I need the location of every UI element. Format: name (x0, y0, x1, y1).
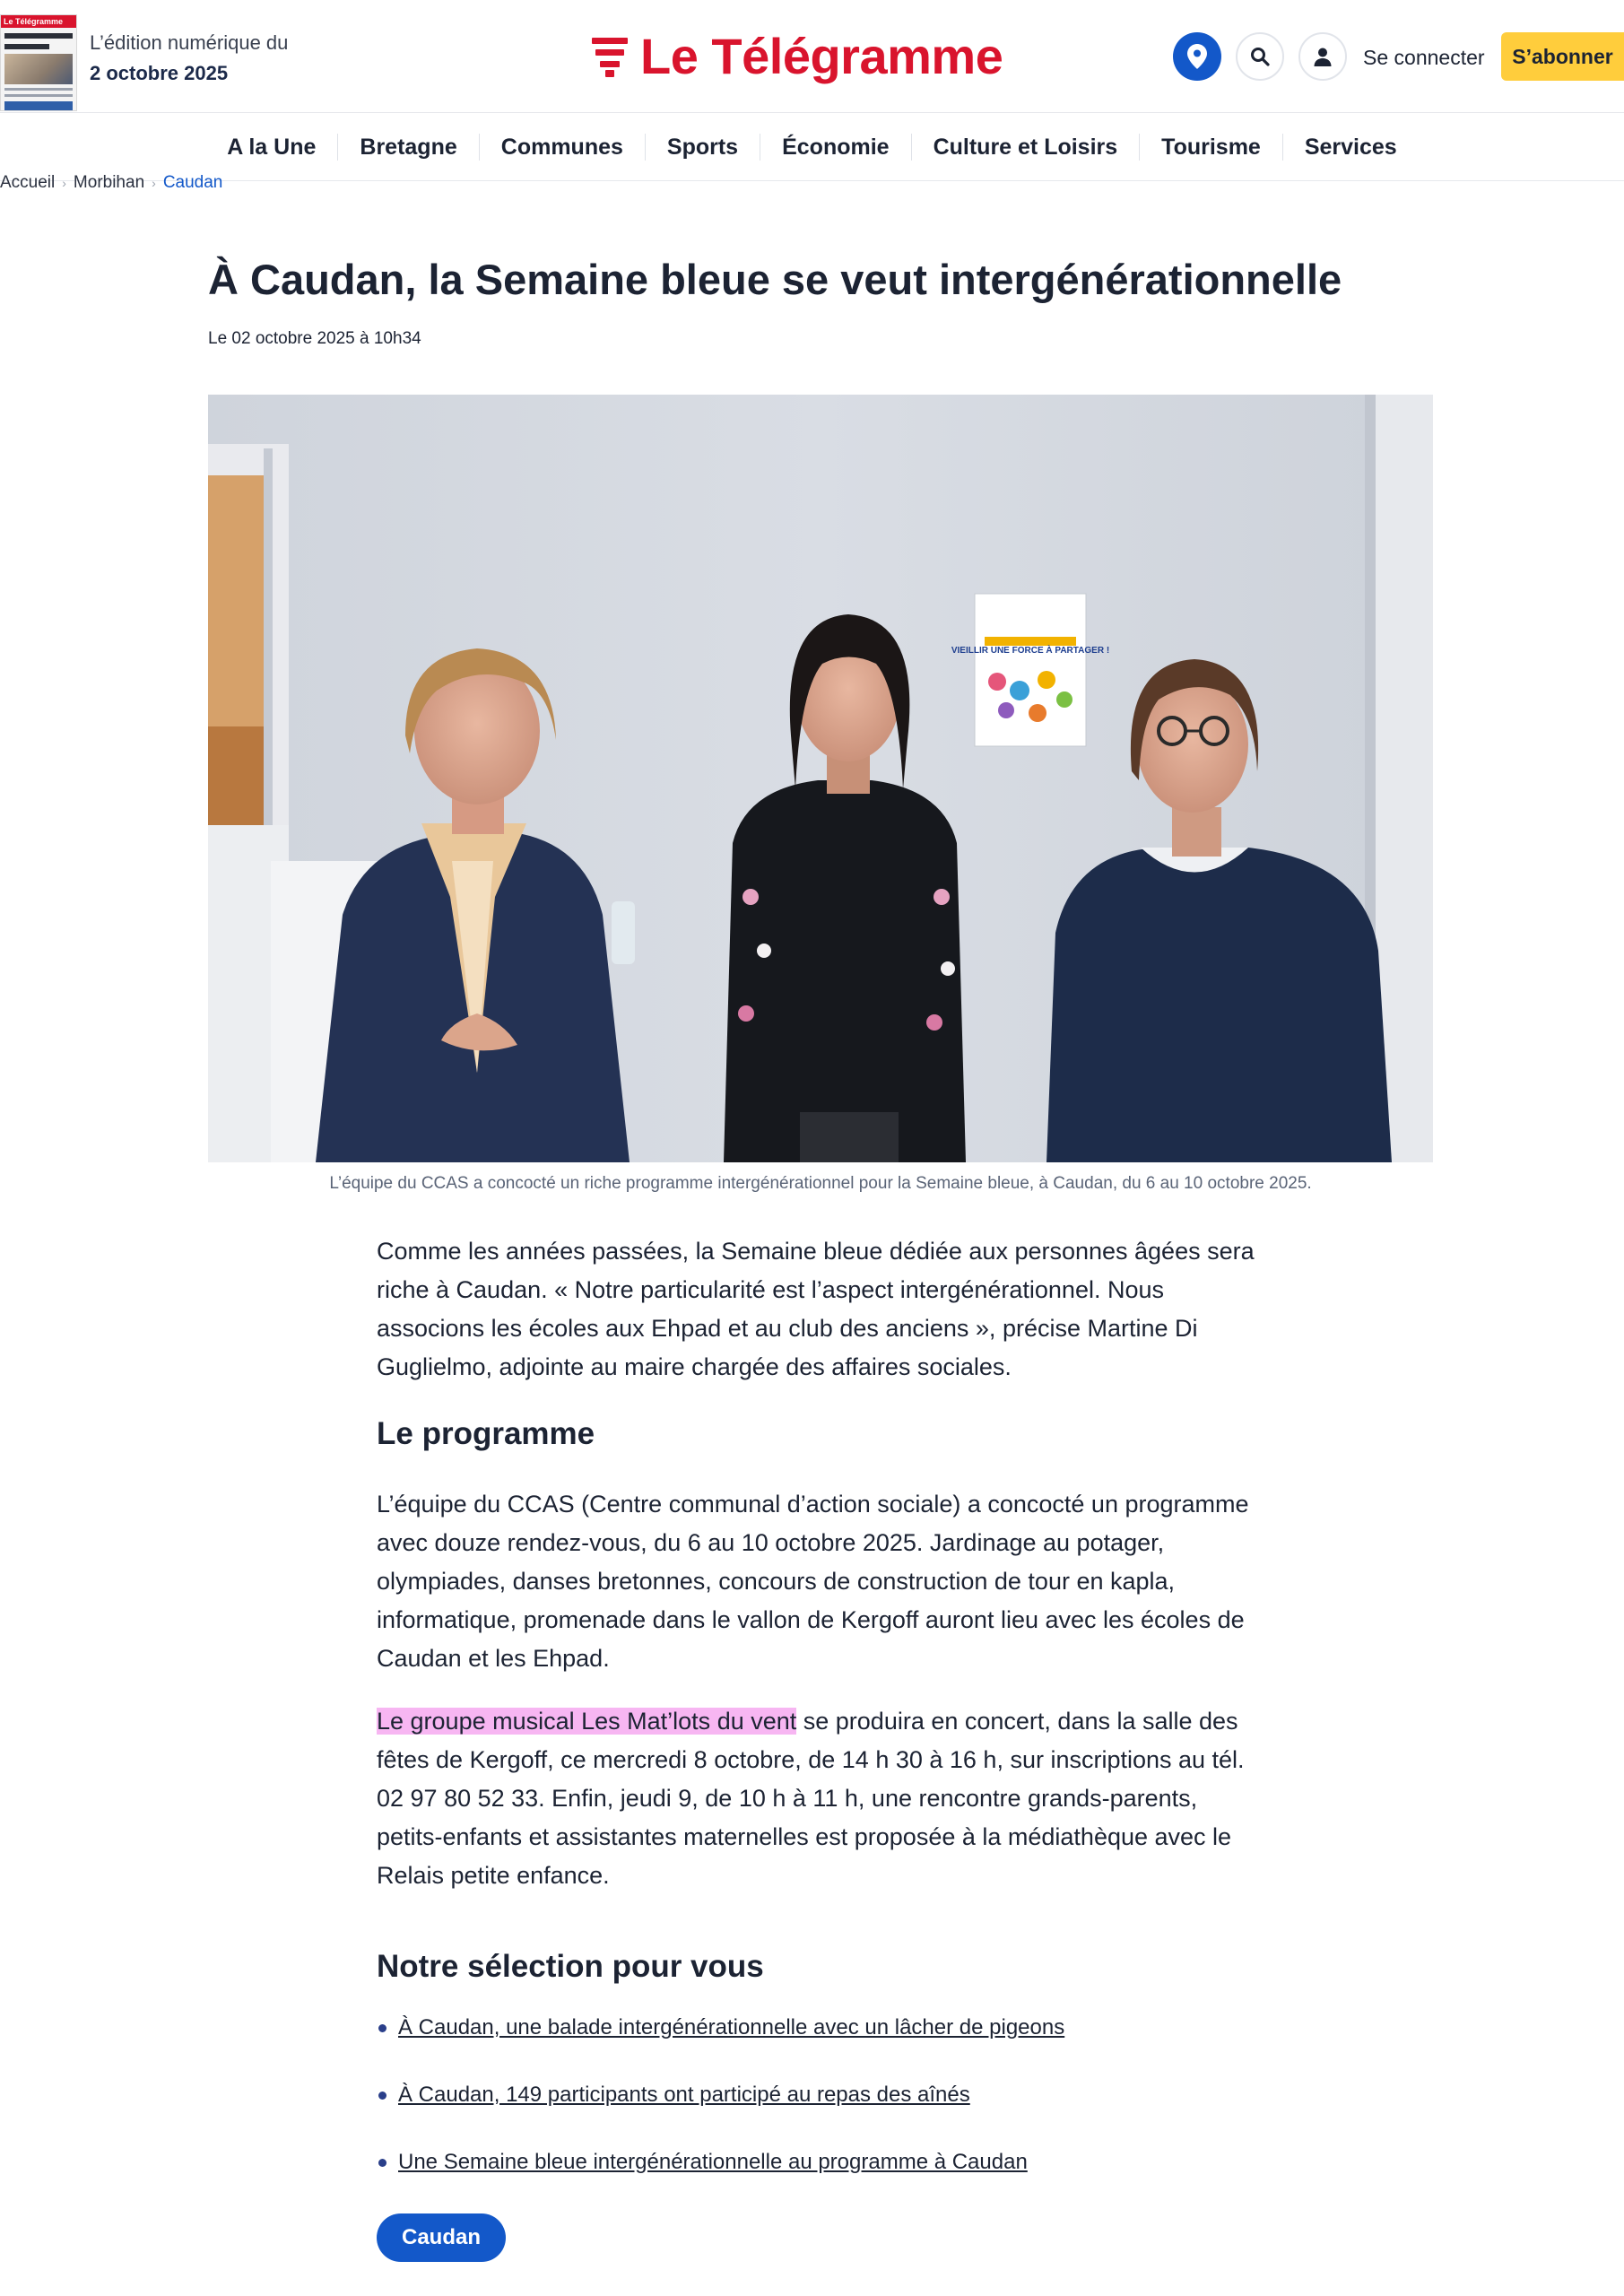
user-icon (1312, 46, 1333, 67)
edition-date[interactable]: 2 octobre 2025 (90, 62, 229, 84)
logo-mark-icon (592, 36, 628, 77)
selection-heading: Notre sélection pour vous (377, 1949, 764, 1984)
poster (951, 594, 1109, 746)
search-icon (1249, 46, 1271, 67)
related-articles-list (377, 2013, 1363, 2214)
edition-thumbnail-masthead: Le Télégramme (1, 15, 76, 28)
breadcrumb (0, 172, 222, 194)
nav-item-a-la-une[interactable]: A la Une (205, 134, 338, 161)
nav-item-services[interactable]: Services (1304, 134, 1397, 160)
article-title: À Caudan, la Semaine bleue se veut intergénérationnelle (208, 256, 1342, 303)
article-paragraph-3-text: se produira en concert, dans la salle des fêtes de Kergoff, ce mercredi 8 octobre, de 14 h 30 à 16 h, sur inscriptions au tél. 02 97 80 52 33. Enfin, jeudi 9, de 10 h à 11 h, une rencontre grands-parents, petits-enfants et assistantes maternelles est proposée à la médiathèque avec le Relais petite enfance. (377, 1708, 1245, 1889)
main-nav (0, 113, 1624, 181)
login-link[interactable]: Se connecter (1363, 46, 1485, 69)
site-logo[interactable] (592, 27, 1003, 86)
location-button[interactable] (1173, 32, 1221, 81)
chevron-right-icon: › (152, 176, 156, 190)
chevron-right-icon: › (62, 176, 66, 190)
article-photo-illustration (208, 395, 1433, 1162)
section-heading-programme: Le programme (377, 1416, 595, 1451)
nav-item-economie[interactable]: Économie (760, 134, 911, 161)
highlighted-text[interactable]: Le groupe musical Les Mat’lots du vent (377, 1708, 797, 1735)
photo-caption: L’équipe du CCAS a concocté un riche programme intergénérationnel pour la Semaine bleue, à Caudan, du 6 au 10 octobre 2025. (329, 1174, 1312, 1193)
nav-item-bretagne[interactable]: Bretagne (338, 134, 479, 161)
svg-text:VIEILLIR UNE FORCE À PARTAGER: VIEILLIR UNE FORCE À PARTAGER ! (951, 646, 1110, 656)
related-article-link-3[interactable]: Une Semaine bleue intergénérationnelle au programme à Caudan (398, 2150, 1028, 2174)
breadcrumb-item-accueil[interactable]: Accueil (0, 173, 56, 192)
list-item (377, 2147, 1363, 2214)
list-item (377, 2080, 1363, 2147)
edition-label[interactable]: L’édition numérique du (90, 31, 289, 54)
tag-button-caudan[interactable]: Caudan (377, 2213, 506, 2262)
nav-item-culture-et-loisirs[interactable]: Culture et Loisirs (912, 134, 1141, 161)
nav-item-tourisme[interactable]: Tourisme (1140, 134, 1283, 161)
edition-thumbnail-photo (4, 54, 73, 84)
edition-thumbnail[interactable] (0, 14, 77, 111)
article-photo[interactable] (208, 395, 1433, 1162)
site-header (0, 0, 1624, 113)
subscribe-button[interactable]: S’abonner (1501, 32, 1624, 81)
search-button[interactable] (1236, 32, 1284, 81)
related-article-link-2[interactable]: À Caudan, 149 participants ont participé au repas des aînés (398, 2083, 970, 2107)
article-paragraph-1: Comme les années passées, la Semaine bleue dédiée aux personnes âgées sera riche à Caudan. « Notre particularité est l’aspect intergénérationnel. Nous associons les écoles aux Ehpad et au club des anciens », précise Martine Di Guglielmo, adjointe au maire chargée des affaires sociales. (377, 1238, 1255, 1380)
article-date: Le 02 octobre 2025 à 10h34 (208, 329, 421, 348)
related-article-link-1[interactable]: À Caudan, une balade intergénérationnelle avec un lâcher de pigeons (398, 2015, 1065, 2039)
location-pin-icon (1187, 44, 1207, 69)
article-paragraph-3 (377, 1702, 1264, 1895)
breadcrumb-item-morbihan[interactable]: Morbihan (73, 173, 145, 192)
logo-text: Le Télégramme (640, 28, 1003, 84)
breadcrumb-item-caudan[interactable]: Caudan (162, 173, 223, 192)
nav-item-communes[interactable]: Communes (480, 134, 646, 161)
account-button[interactable] (1298, 32, 1347, 81)
article-paragraph-2: L’équipe du CCAS (Centre communal d’action sociale) a concocté un programme avec douze rendez-vous, du 6 au 10 octobre 2025. Jardinage au potager, olympiades, danses bretonnes, concours de construction de tour en kapla, informatique, promenade dans le vallon de Kergoff auront lieu avec les écoles de Caudan et les Ehpad. (377, 1491, 1249, 1672)
nav-item-sports[interactable]: Sports (646, 134, 760, 161)
list-item (377, 2013, 1363, 2080)
